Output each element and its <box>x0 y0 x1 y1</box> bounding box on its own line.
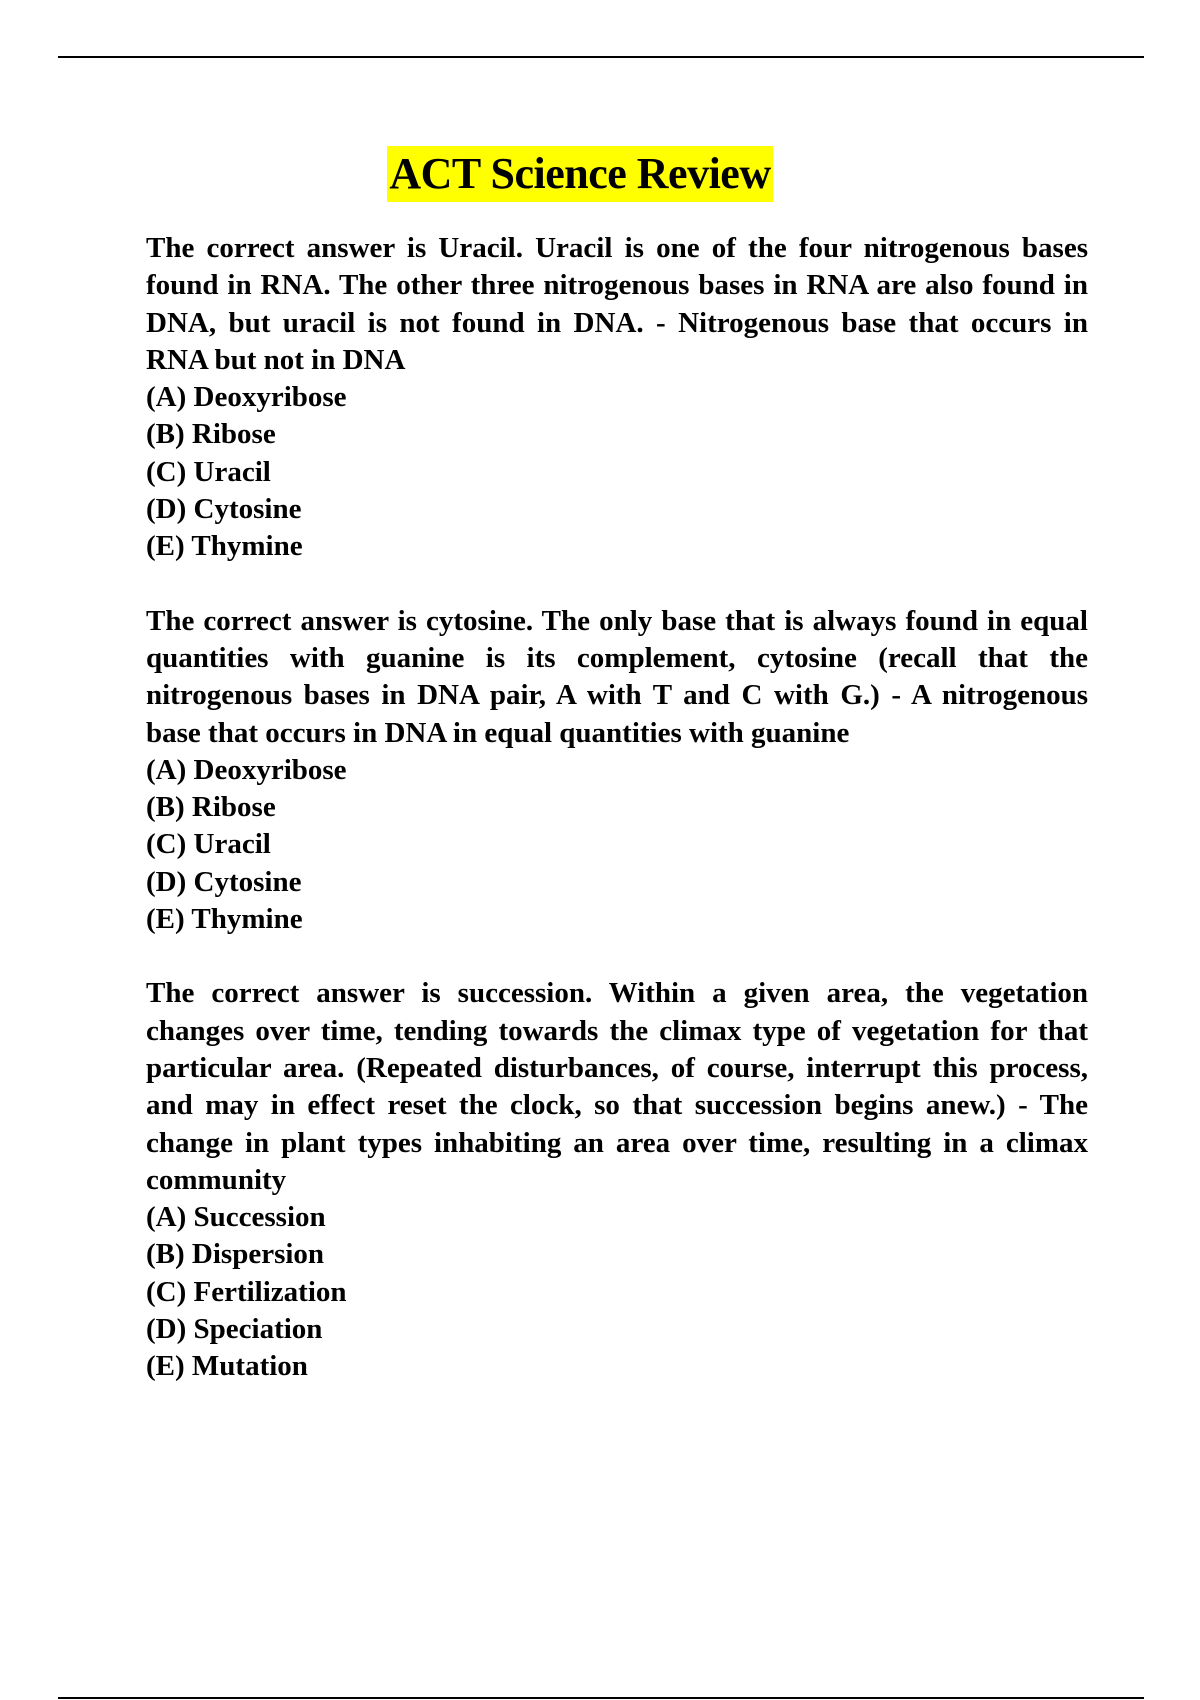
answer-options <box>146 379 1088 565</box>
option-d: (D) Speciation <box>146 1313 323 1346</box>
option-e: (E) Thymine <box>146 903 303 936</box>
question-text: The correct answer is cytosine. The only base that is always found in equal quantities with guanine is its complement, cytosine (recall that the nitrogenous bases in DNA pair, A with T and C with G.) - A nitrogenous base that occurs in DNA in equal quantities with guanine <box>146 604 1088 749</box>
answer-options <box>146 752 1088 938</box>
option-c: (C) Uracil <box>146 828 271 861</box>
question-block-3 <box>146 975 1088 1385</box>
title-container <box>0 146 1160 202</box>
option-e: (E) Thymine <box>146 530 303 563</box>
question-block-1 <box>146 230 1088 566</box>
option-a: (A) Deoxyribose <box>146 381 347 414</box>
header-rule <box>58 56 1144 58</box>
question-block-2 <box>146 603 1088 939</box>
option-d: (D) Cytosine <box>146 865 302 898</box>
document-body <box>146 230 1088 1423</box>
option-c: (C) Uracil <box>146 455 271 488</box>
answer-options <box>146 1199 1088 1385</box>
option-b: (B) Dispersion <box>146 1238 325 1271</box>
option-b: (B) Ribose <box>146 791 276 824</box>
option-a: (A) Succession <box>146 1201 326 1234</box>
question-text: The correct answer is Uracil. Uracil is one of the four nitrogenous bases found in RNA. The other three nitrogenous bases in RNA are also found in DNA, but uracil is not found in DNA. - Nitrogenous base that occurs in RNA but not in DNA <box>146 232 1088 376</box>
page-title: ACT Science Review <box>387 146 772 202</box>
footer-rule <box>58 1697 1144 1699</box>
option-b: (B) Ribose <box>146 418 276 451</box>
option-e: (E) Mutation <box>146 1350 308 1383</box>
question-text: The correct answer is succession. Within a given area, the vegetation changes over time, tending towards the climax type of vegetation for that particular area. (Repeated disturbances, of course, interrupt this process, and may in effect reset the clock, so that succession begins anew.) - The change in plant types inhabiting an area over time, resulting in a climax community <box>146 977 1088 1196</box>
option-a: (A) Deoxyribose <box>146 753 347 786</box>
option-c: (C) Fertilization <box>146 1275 347 1308</box>
option-d: (D) Cytosine <box>146 493 302 526</box>
